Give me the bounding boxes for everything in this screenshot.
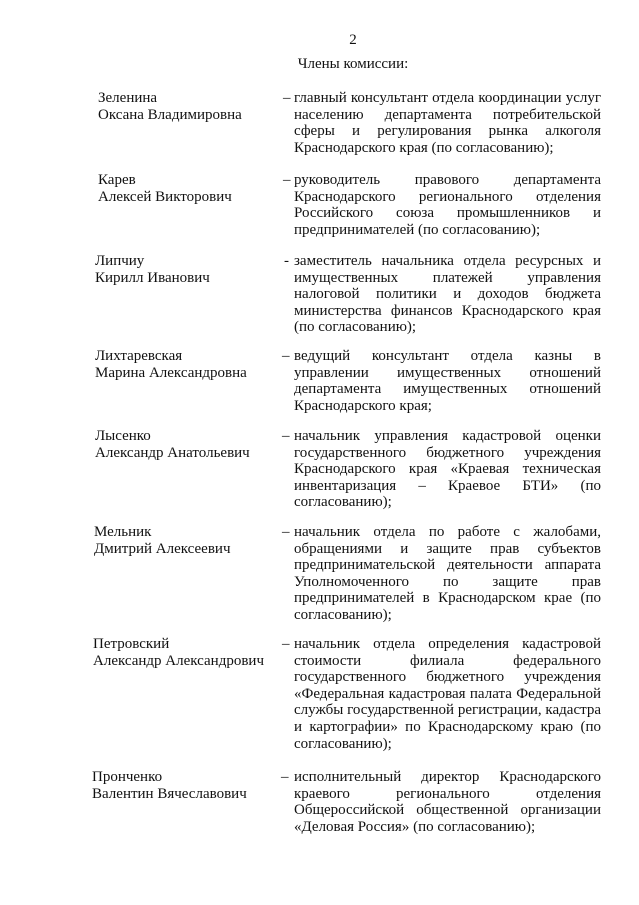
member-surname: Карев	[98, 172, 136, 188]
member-dash: –	[282, 524, 290, 540]
member-name	[95, 253, 210, 287]
member-dash: -	[284, 253, 289, 269]
page-number: 2	[349, 32, 357, 48]
member-given-names: Валентин Вячеславович	[92, 786, 247, 802]
member-surname: Мельник	[94, 524, 152, 540]
member-surname: Петровский	[93, 636, 170, 652]
member-surname: Лихтаревская	[95, 348, 183, 364]
member-description: руководитель правового департамента Краснодарского регионального отделения Российского союза промышленников и предпринимателей (по согласованию);	[294, 172, 601, 238]
member-given-names: Александр Александрович	[93, 653, 264, 669]
member-name	[94, 524, 231, 558]
member-description: главный консультант отдела координации услуг населению департамента потребительской сферы и регулирования рынка алкоголя Краснодарского края (по согласованию);	[294, 90, 601, 156]
member-description: исполнительный директор Краснодарского краевого регионального отделения Общероссийской общественной организации «Деловая Россия» (по согласованию);	[294, 769, 601, 835]
member-description: заместитель начальника отдела ресурсных и имущественных платежей управления налоговой политики и доходов бюджета министерства финансов Краснодарского края (по согласованию);	[294, 253, 601, 336]
member-description: ведущий консультант отдела казны в управлении имущественных отношений департамента имущественных отношений Краснодарского края;	[294, 348, 601, 414]
member-name	[92, 769, 247, 803]
member-name	[98, 90, 242, 124]
member-name	[95, 428, 250, 462]
member-given-names: Кирилл Иванович	[95, 270, 210, 286]
member-dash: –	[283, 172, 291, 188]
member-surname: Лысенко	[95, 428, 151, 444]
member-description: начальник отдела определения кадастровой стоимости филиала федерального государственного бюджетного учреждения «Федеральная кадастровая палата Федеральной службы государственной регистрации, кадастра и картографии» по Краснодарскому краю (по согласованию);	[294, 636, 601, 752]
member-name	[93, 636, 264, 670]
member-given-names: Марина Александровна	[95, 365, 247, 381]
member-dash: –	[282, 348, 290, 364]
commission-members-heading: Члены комиссии:	[297, 56, 409, 72]
member-surname: Липчиу	[95, 253, 145, 269]
member-description: начальник управления кадастровой оценки государственного бюджетного учреждения Краснодарского края «Краевая техническая инвентаризация – Краевое БТИ» (по согласованию);	[294, 428, 601, 511]
member-dash: –	[282, 636, 290, 652]
member-name	[98, 172, 232, 206]
member-name	[95, 348, 247, 382]
member-surname: Зеленина	[98, 90, 158, 106]
member-given-names: Александр Анатольевич	[95, 445, 250, 461]
member-dash: –	[282, 428, 290, 444]
member-description: начальник отдела по работе с жалобами, обращениями и защите прав субъектов предпринимательской деятельности аппарата Уполномоченного по защите прав предпринимателей в Краснодарском крае (по согласованию);	[294, 524, 601, 623]
member-given-names: Алексей Викторович	[98, 189, 232, 205]
member-surname: Пронченко	[92, 769, 163, 785]
member-given-names: Дмитрий Алексеевич	[94, 541, 231, 557]
member-dash: –	[283, 90, 291, 106]
member-given-names: Оксана Владимировна	[98, 107, 242, 123]
member-dash: –	[281, 769, 289, 785]
